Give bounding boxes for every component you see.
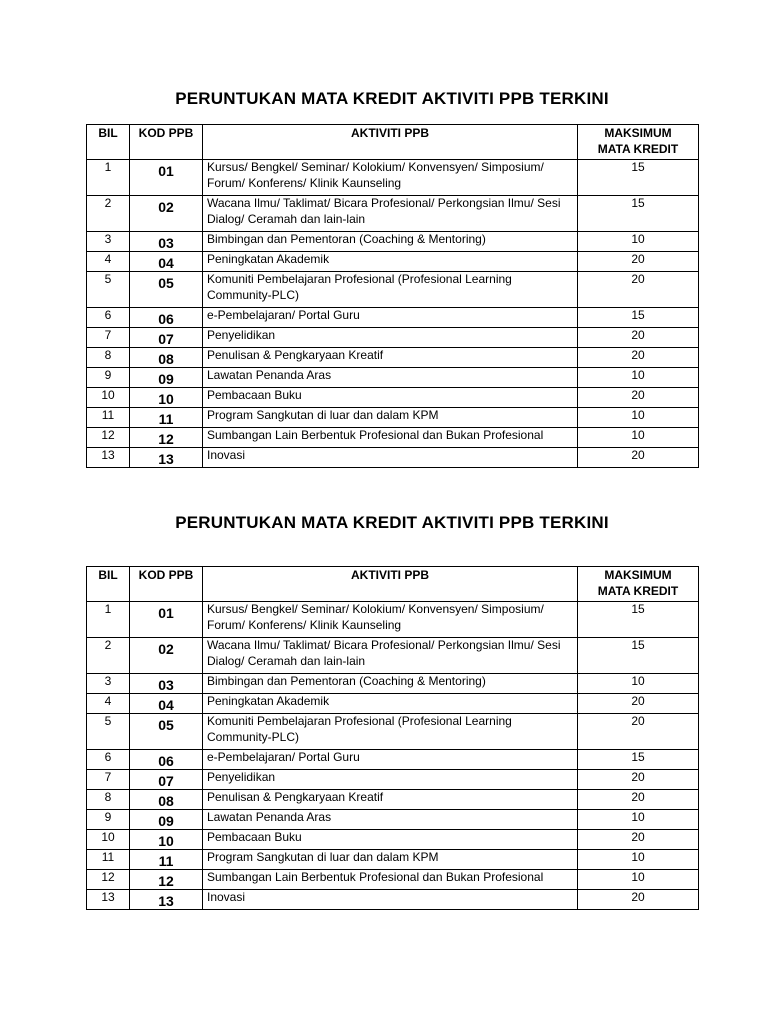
table-row (87, 694, 699, 714)
cell-maksimum: 10 (578, 810, 699, 830)
cell-maksimum: 15 (578, 638, 699, 674)
header-aktiviti-ppb: AKTIVITI PPB (203, 125, 578, 160)
cell-maksimum: 15 (578, 160, 699, 196)
cell-kod-ppb: 04 (130, 252, 203, 272)
cell-aktiviti: Komuniti Pembelajaran Profesional (Profesional Learning Community-PLC) (203, 272, 578, 308)
cell-kod-ppb: 10 (130, 388, 203, 408)
cell-maksimum: 10 (578, 368, 699, 388)
cell-bil: 5 (87, 714, 130, 750)
cell-bil: 10 (87, 830, 130, 850)
cell-bil: 1 (87, 160, 130, 196)
table-header-row (87, 125, 699, 160)
cell-kod-ppb: 05 (130, 272, 203, 308)
cell-maksimum: 20 (578, 770, 699, 790)
cell-aktiviti: Penulisan & Pengkaryaan Kreatif (203, 348, 578, 368)
table-row (87, 714, 699, 750)
cell-aktiviti: Bimbingan dan Pementoran (Coaching & Mentoring) (203, 674, 578, 694)
table-row (87, 810, 699, 830)
cell-bil: 9 (87, 368, 130, 388)
cell-aktiviti: Program Sangkutan di luar dan dalam KPM (203, 850, 578, 870)
cell-kod-ppb: 06 (130, 308, 203, 328)
cell-maksimum: 20 (578, 448, 699, 468)
cell-bil: 2 (87, 638, 130, 674)
cell-maksimum: 15 (578, 602, 699, 638)
cell-bil: 8 (87, 348, 130, 368)
cell-aktiviti: Wacana Ilmu/ Taklimat/ Bicara Profesional/ Perkongsian Ilmu/ Sesi Dialog/ Ceramah dan lain-lain (203, 196, 578, 232)
cell-aktiviti: Bimbingan dan Pementoran (Coaching & Mentoring) (203, 232, 578, 252)
cell-maksimum: 10 (578, 850, 699, 870)
table-row (87, 674, 699, 694)
credit-table (86, 124, 699, 468)
cell-kod-ppb: 04 (130, 694, 203, 714)
cell-bil: 1 (87, 602, 130, 638)
header-maksimum-line1: MAKSIMUM (604, 568, 672, 582)
header-maksimum-mata-kredit (578, 567, 699, 602)
cell-maksimum: 20 (578, 252, 699, 272)
cell-aktiviti: Penyelidikan (203, 328, 578, 348)
header-kod-ppb: KOD PPB (130, 567, 203, 602)
cell-maksimum: 20 (578, 830, 699, 850)
table-row (87, 448, 699, 468)
cell-maksimum: 15 (578, 196, 699, 232)
table-row (87, 830, 699, 850)
table-row (87, 272, 699, 308)
cell-maksimum: 15 (578, 308, 699, 328)
cell-kod-ppb: 05 (130, 714, 203, 750)
credit-section-2 (86, 512, 698, 910)
table-row (87, 308, 699, 328)
cell-aktiviti: e-Pembelajaran/ Portal Guru (203, 308, 578, 328)
cell-kod-ppb: 07 (130, 328, 203, 348)
cell-aktiviti: e-Pembelajaran/ Portal Guru (203, 750, 578, 770)
cell-kod-ppb: 13 (130, 448, 203, 468)
cell-aktiviti: Penyelidikan (203, 770, 578, 790)
cell-kod-ppb: 08 (130, 790, 203, 810)
cell-aktiviti: Pembacaan Buku (203, 830, 578, 850)
cell-aktiviti: Wacana Ilmu/ Taklimat/ Bicara Profesional/ Perkongsian Ilmu/ Sesi Dialog/ Ceramah dan lain-lain (203, 638, 578, 674)
cell-bil: 9 (87, 810, 130, 830)
cell-bil: 12 (87, 870, 130, 890)
cell-bil: 13 (87, 448, 130, 468)
cell-aktiviti: Komuniti Pembelajaran Profesional (Profesional Learning Community-PLC) (203, 714, 578, 750)
cell-maksimum: 20 (578, 694, 699, 714)
cell-kod-ppb: 11 (130, 850, 203, 870)
cell-maksimum: 10 (578, 408, 699, 428)
cell-bil: 11 (87, 408, 130, 428)
cell-aktiviti: Pembacaan Buku (203, 388, 578, 408)
header-maksimum-mata-kredit (578, 125, 699, 160)
cell-bil: 6 (87, 750, 130, 770)
table-row (87, 252, 699, 272)
table-row (87, 348, 699, 368)
cell-bil: 2 (87, 196, 130, 232)
cell-bil: 7 (87, 770, 130, 790)
cell-maksimum: 10 (578, 428, 699, 448)
cell-kod-ppb: 01 (130, 602, 203, 638)
cell-kod-ppb: 12 (130, 870, 203, 890)
cell-kod-ppb: 01 (130, 160, 203, 196)
credit-table-wrapper (86, 124, 698, 468)
table-row (87, 388, 699, 408)
cell-kod-ppb: 02 (130, 638, 203, 674)
cell-aktiviti: Kursus/ Bengkel/ Seminar/ Kolokium/ Konvensyen/ Simposium/ Forum/ Konferens/ Klinik Kaunseling (203, 602, 578, 638)
table-row (87, 160, 699, 196)
cell-aktiviti: Inovasi (203, 890, 578, 910)
page-title: PERUNTUKAN MATA KREDIT AKTIVITI PPB TERKINI (175, 513, 609, 532)
table-row (87, 602, 699, 638)
cell-bil: 3 (87, 232, 130, 252)
cell-bil: 7 (87, 328, 130, 348)
cell-kod-ppb: 03 (130, 674, 203, 694)
cell-kod-ppb: 12 (130, 428, 203, 448)
cell-bil: 6 (87, 308, 130, 328)
table-row (87, 328, 699, 348)
table-row (87, 790, 699, 810)
cell-bil: 4 (87, 694, 130, 714)
cell-aktiviti: Program Sangkutan di luar dan dalam KPM (203, 408, 578, 428)
table-row (87, 638, 699, 674)
cell-maksimum: 10 (578, 232, 699, 252)
page-title: PERUNTUKAN MATA KREDIT AKTIVITI PPB TERKINI (175, 89, 609, 108)
cell-kod-ppb: 13 (130, 890, 203, 910)
table-row (87, 232, 699, 252)
table-row (87, 890, 699, 910)
cell-kod-ppb: 03 (130, 232, 203, 252)
cell-kod-ppb: 10 (130, 830, 203, 850)
cell-kod-ppb: 08 (130, 348, 203, 368)
cell-aktiviti: Sumbangan Lain Berbentuk Profesional dan Bukan Profesional (203, 870, 578, 890)
header-maksimum-line2: MATA KREDIT (597, 141, 679, 156)
cell-kod-ppb: 09 (130, 368, 203, 388)
cell-aktiviti: Lawatan Penanda Aras (203, 810, 578, 830)
cell-maksimum: 10 (578, 870, 699, 890)
cell-aktiviti: Peningkatan Akademik (203, 252, 578, 272)
cell-aktiviti: Inovasi (203, 448, 578, 468)
cell-maksimum: 20 (578, 272, 699, 308)
credit-table (86, 566, 699, 910)
table-row (87, 408, 699, 428)
cell-bil: 3 (87, 674, 130, 694)
table-row (87, 368, 699, 388)
header-bil: BIL (87, 125, 130, 160)
table-row (87, 428, 699, 448)
header-bil: BIL (87, 567, 130, 602)
table-row (87, 870, 699, 890)
header-kod-ppb: KOD PPB (130, 125, 203, 160)
table-row (87, 850, 699, 870)
cell-kod-ppb: 06 (130, 750, 203, 770)
cell-aktiviti: Sumbangan Lain Berbentuk Profesional dan Bukan Profesional (203, 428, 578, 448)
cell-maksimum: 20 (578, 714, 699, 750)
cell-aktiviti: Penulisan & Pengkaryaan Kreatif (203, 790, 578, 810)
cell-bil: 8 (87, 790, 130, 810)
table-row (87, 770, 699, 790)
table-row (87, 196, 699, 232)
cell-maksimum: 15 (578, 750, 699, 770)
header-maksimum-line1: MAKSIMUM (604, 126, 672, 140)
cell-bil: 13 (87, 890, 130, 910)
cell-bil: 10 (87, 388, 130, 408)
cell-maksimum: 10 (578, 674, 699, 694)
header-maksimum-line2: MATA KREDIT (597, 583, 679, 598)
cell-maksimum: 20 (578, 890, 699, 910)
table-row (87, 750, 699, 770)
cell-aktiviti: Peningkatan Akademik (203, 694, 578, 714)
cell-maksimum: 20 (578, 790, 699, 810)
cell-aktiviti: Kursus/ Bengkel/ Seminar/ Kolokium/ Konvensyen/ Simposium/ Forum/ Konferens/ Klinik Kaunseling (203, 160, 578, 196)
cell-kod-ppb: 02 (130, 196, 203, 232)
credit-section-1 (86, 88, 698, 468)
cell-maksimum: 20 (578, 348, 699, 368)
table-header-row (87, 567, 699, 602)
cell-kod-ppb: 07 (130, 770, 203, 790)
cell-kod-ppb: 11 (130, 408, 203, 428)
cell-bil: 4 (87, 252, 130, 272)
cell-aktiviti: Lawatan Penanda Aras (203, 368, 578, 388)
cell-bil: 11 (87, 850, 130, 870)
cell-kod-ppb: 09 (130, 810, 203, 830)
cell-maksimum: 20 (578, 388, 699, 408)
credit-table-wrapper (86, 566, 698, 910)
header-aktiviti-ppb: AKTIVITI PPB (203, 567, 578, 602)
cell-bil: 5 (87, 272, 130, 308)
cell-bil: 12 (87, 428, 130, 448)
cell-maksimum: 20 (578, 328, 699, 348)
